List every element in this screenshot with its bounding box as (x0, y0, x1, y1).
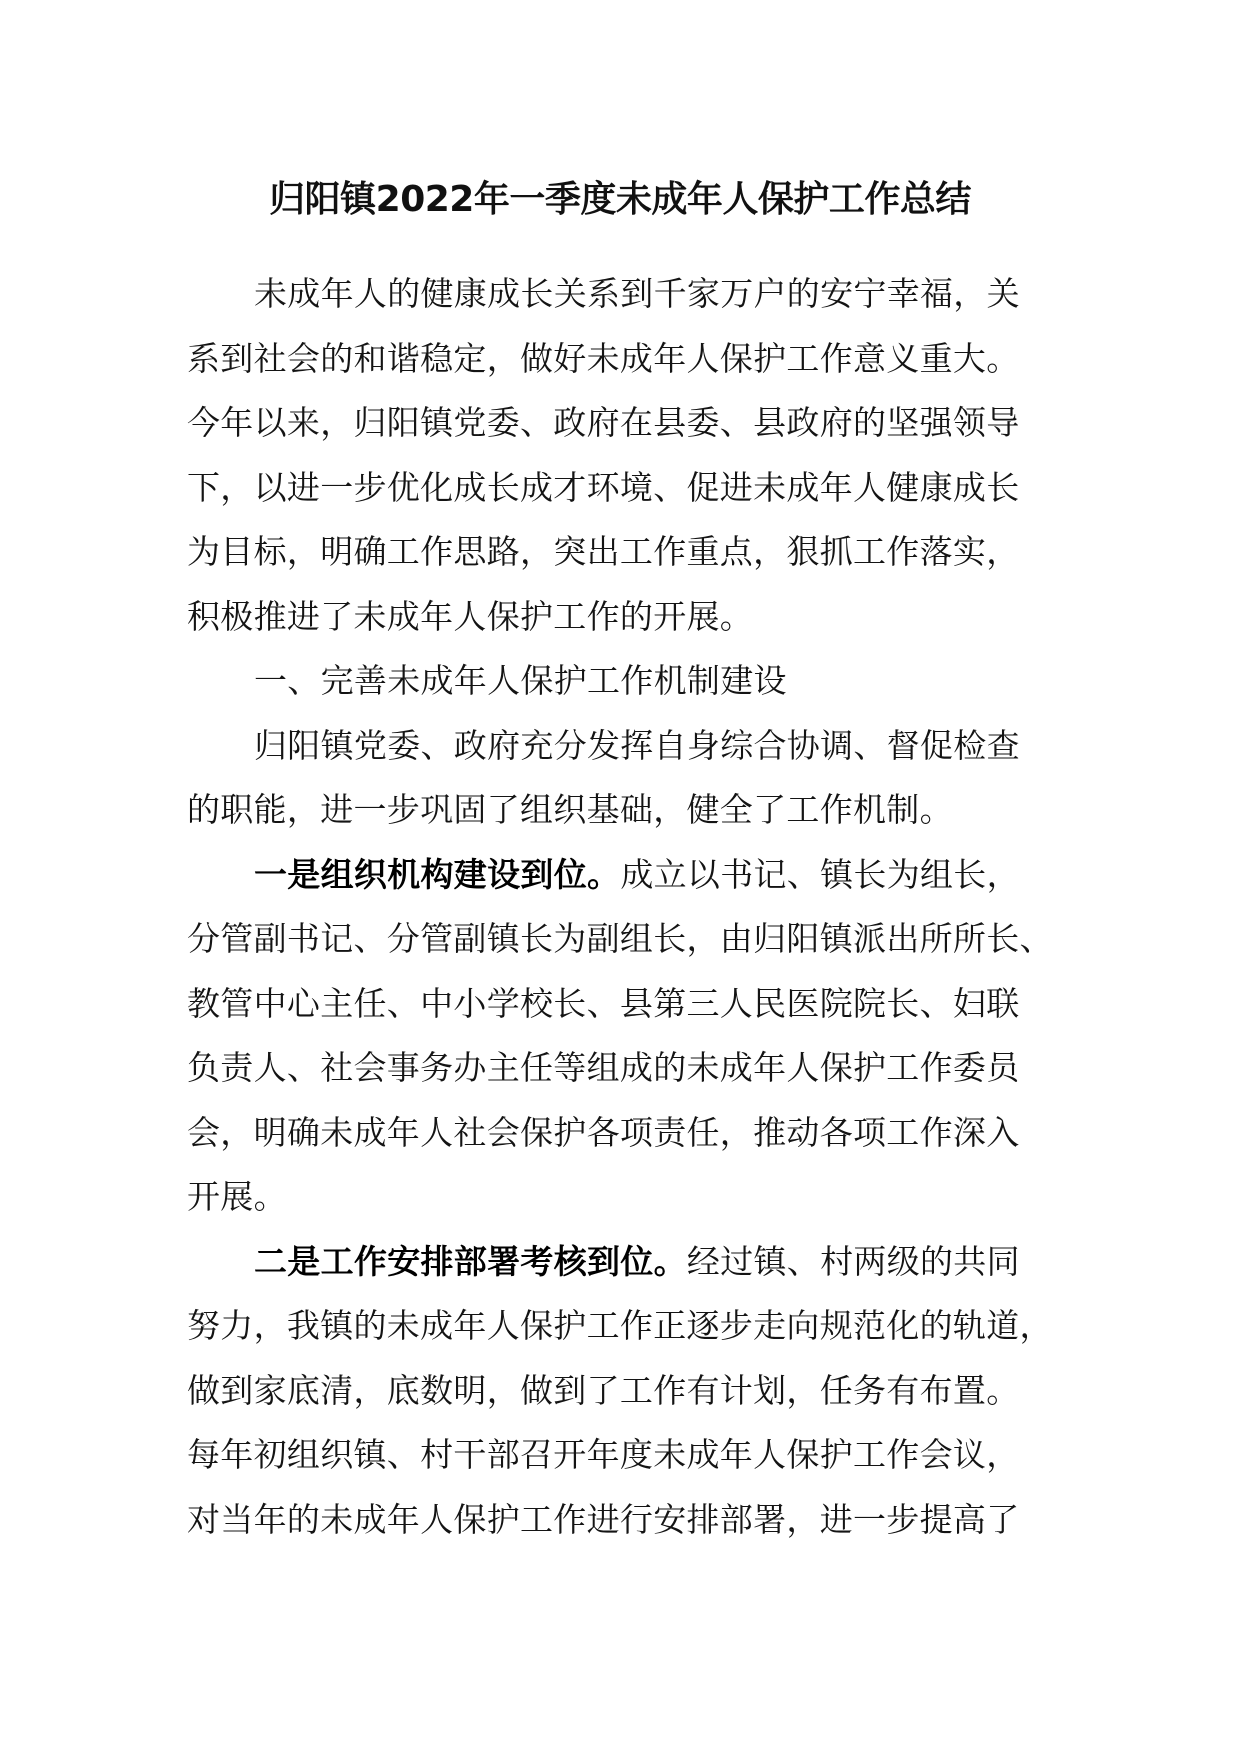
paragraph-4-text: 经过镇、村两级的共同 (686, 1241, 1020, 1281)
section-heading-1: 一、完善未成年人保护工作机制建设 (254, 661, 787, 700)
paragraph-4-lead: 二是工作安排部署考核到位。 (254, 1241, 687, 1281)
paragraph-4-line-5: 对当年的未成年人保护工作进行安排部署，进一步提高了 (187, 1499, 1020, 1539)
paragraph-3-line-1 (187, 843, 1077, 908)
paragraph-4-line-4: 每年初组织镇、村干部召开年度未成年人保护工作会议， (187, 1435, 1020, 1474)
paragraph-4-line-3: 做到家底清，底数明，做到了工作有计划，任务有布置。 (187, 1370, 1020, 1410)
paragraph-1-line-6: 积极推进了未成年人保护工作的开展。 (187, 596, 754, 636)
paragraph-3-line-4: 负责人、社会事务办主任等组成的未成年人保护工作委员 (187, 1048, 1020, 1087)
paragraph-1-line-1: 未成年人的健康成长关系到千家万户的安宁幸福，关 (254, 274, 1020, 313)
paragraph-3-line-6: 开展。 (187, 1177, 287, 1216)
document-body (187, 262, 1077, 1552)
paragraph-3-text: 成立以书记、镇长为组长， (620, 854, 1020, 894)
paragraph-4-line-2: 努力，我镇的未成年人保护工作正逐步走向规范化的轨道， (187, 1306, 1053, 1345)
paragraph-2-line-2: 的职能，进一步巩固了组织基础，健全了工作机制。 (187, 790, 953, 829)
paragraph-3-lead: 一是组织机构建设到位。 (254, 854, 621, 894)
paragraph-2-line-1: 归阳镇党委、政府充分发挥自身综合协调、督促检查 (254, 725, 1020, 765)
paragraph-3-line-5: 会，明确未成年人社会保护各项责任，推动各项工作深入 (187, 1112, 1020, 1152)
paragraph-4-line-1 (187, 1230, 1077, 1295)
paragraph-1-line-3: 今年以来，归阳镇党委、政府在县委、县政府的坚强领导 (187, 403, 1020, 442)
paragraph-3-line-3: 教管中心主任、中小学校长、县第三人民医院院长、妇联 (187, 983, 1020, 1023)
document-title: 归阳镇2022年一季度未成年人保护工作总结 (269, 179, 971, 220)
paragraph-1-line-2: 系到社会的和谐稳定，做好未成年人保护工作意义重大。 (187, 338, 1020, 378)
paragraph-1-line-4: 下，以进一步优化成长成才环境、促进未成年人健康成长 (187, 467, 1020, 507)
paragraph-1-line-5: 为目标，明确工作思路，突出工作重点，狠抓工作落实， (187, 532, 1020, 571)
paragraph-3-line-2: 分管副书记、分管副镇长为副组长，由归阳镇派出所所长、 (187, 919, 1053, 958)
